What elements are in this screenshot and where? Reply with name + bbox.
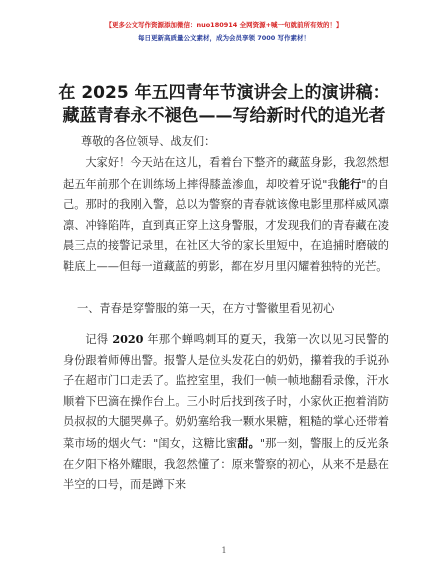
salutation: 尊敬的各位领导、战友们：	[81, 135, 216, 148]
paragraph-2	[63, 329, 389, 496]
paragraph-1-text-b: "的自己。那时的我刚入警，总以为警察的青春就该像电影里那样威风凛凛、冲锋陷阵，直到真正穿上这身警服，才发现我们的青春藏在凌晨三点的接警记录里，在社区大爷的家长里短中，在追捕时磨破的鞋底上——但每一道藏蓝的剪影，都在岁月里闪耀着独特的光芒。	[63, 177, 389, 273]
header-banner-line1: 【更多公文写作资源添加微信：nuo180914 全网资源+喊一句就前所有效的！】	[105, 21, 343, 29]
paragraph-2-text-b: 年那个蝉鸣刺耳的夏天，我第一次以见习民警的身份跟着师傅出警。报警人是位头发花白的奶奶，攥着我的手说孙子在超市门口走丢了。监控室里，我们一帧一帧地翻看录像，汗水顺着下巴滴在操作台上。三小时后找到孩子时，小家伙正抱着消防员叔叔的大腿哭鼻子。奶奶塞给我一颗水果糖，粗糙的掌心还带着菜市场的烟火气："闺女，这糖比蜜	[63, 333, 389, 450]
paragraph-2-bold: 甜。	[237, 435, 260, 450]
paragraph-2-text-c: "那一刻，警服上的反光条在夕阳下格外耀眼，我忽然懂了：原来警察的初心，从来不是悬在半空的口号，而是蹲下来	[63, 436, 389, 492]
paragraph-1-bold: 能行	[338, 176, 362, 191]
paragraph-2-year: 2020	[112, 332, 144, 346]
page-number: 1	[221, 546, 227, 555]
paragraph-1	[63, 153, 389, 278]
document-title: 在 2025 年五四青年节演讲会上的演讲稿：藏蓝青春永不褪色——写给新时代的追光者	[58, 83, 390, 126]
header-banner-line2: 每日更新高质量公文素材，成为会员享领 7000 写作素材！	[137, 34, 311, 42]
paragraph-1-text-a: 大家好！今天站在这儿，看着台下整齐的藏蓝身影，我忽然想起五年前那个在训练场上摔得膝盖渗血，却咬着牙说"我	[63, 156, 389, 191]
paragraph-2-text-a: 记得	[85, 333, 113, 346]
section-1-heading: 一、青春是穿警服的第一天，在方寸警徽里看见初心	[77, 302, 335, 315]
